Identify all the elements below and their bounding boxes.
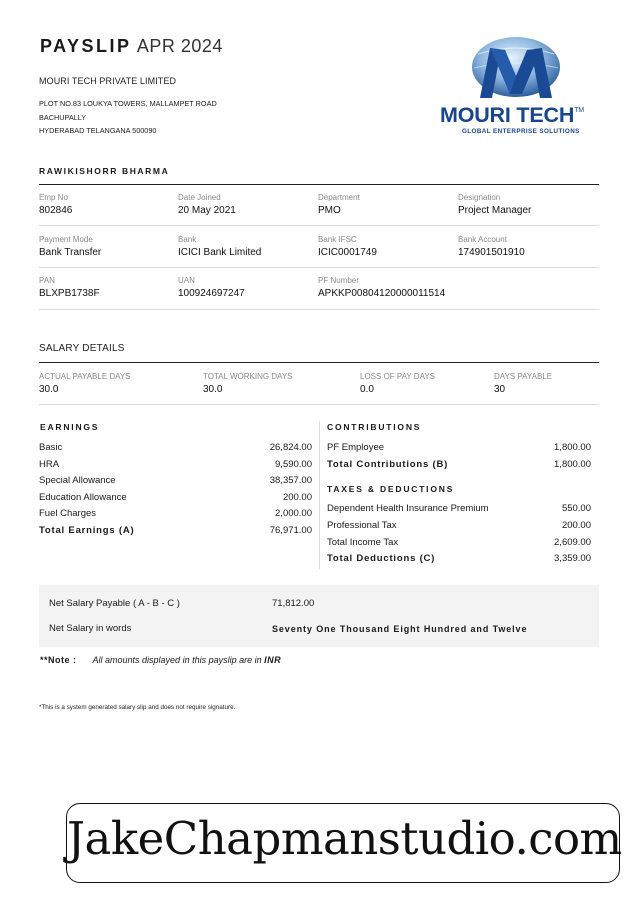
watermark-text: JakeChapmanstudio.com xyxy=(67,812,622,865)
footer-disclaimer: *This is a system generated salary slip and does not require signature. xyxy=(39,704,236,711)
actual-payable-days-label: ACTUAL PAYABLE DAYS xyxy=(39,372,131,381)
company-name: MOURI TECH PRIVATE LIMITED xyxy=(39,76,177,86)
days-payable-value: 30 xyxy=(494,384,506,395)
brand-tagline: GLOBAL ENTERPRISE SOLUTIONS xyxy=(462,128,580,135)
title-label: PAYSLIP xyxy=(40,36,132,56)
divider xyxy=(39,267,599,268)
date-joined-value: 20 May 2021 xyxy=(178,205,236,216)
note-text-prefix: All amounts displayed in this payslip are in xyxy=(92,655,265,665)
trademark: TM xyxy=(574,107,584,114)
note-label: **Note : xyxy=(40,655,77,665)
pan-label: PAN xyxy=(39,276,55,285)
note-currency: INR xyxy=(264,655,282,665)
divider xyxy=(39,184,599,185)
earning-amount: 38,357.00 xyxy=(269,475,312,486)
address-line: BACHUPALLY xyxy=(39,112,87,122)
uan-value: 100924697247 xyxy=(178,288,245,299)
salary-details-heading: SALARY DETAILS xyxy=(39,343,125,354)
total-working-days-value: 30.0 xyxy=(203,384,223,395)
contributions-heading: CONTRIBUTIONS xyxy=(327,422,422,432)
deduction-amount: 550.00 xyxy=(561,503,591,514)
net-salary-words-value: Seventy One Thousand Eight Hundred and Twelve xyxy=(272,624,528,634)
bank-account-value: 174901501910 xyxy=(458,247,525,258)
payment-mode-value: Bank Transfer xyxy=(39,247,102,258)
divider xyxy=(39,362,599,363)
net-salary-box xyxy=(39,585,599,647)
pf-number-label: PF Number xyxy=(318,276,359,285)
contribution-label: PF Employee xyxy=(327,442,385,453)
payslip-title xyxy=(40,36,223,57)
deduction-amount: 200.00 xyxy=(561,520,591,531)
earning-amount: 26,824.00 xyxy=(269,442,312,453)
net-salary-payable-label: Net Salary Payable ( A - B - C ) xyxy=(49,598,180,609)
divider xyxy=(39,225,599,226)
earning-label: HRA xyxy=(39,459,60,470)
bank-account-label: Bank Account xyxy=(458,235,507,244)
designation-label: Designation xyxy=(458,193,501,202)
bank-value: ICICI Bank Limited xyxy=(178,247,262,258)
total-contributions-label: Total Contributions (B) xyxy=(327,459,449,470)
days-payable-label: DAYS PAYABLE xyxy=(494,372,553,381)
total-earnings-amount: 76,971.00 xyxy=(269,525,312,536)
pf-number-value: APKKP00804120000011514 xyxy=(318,288,446,299)
total-working-days-label: TOTAL WORKING DAYS xyxy=(203,372,293,381)
loss-of-pay-days-value: 0.0 xyxy=(360,384,374,395)
address-line: PLOT NO.83 LOUKYA TOWERS, MALLAMPET ROAD xyxy=(39,99,217,108)
note-text xyxy=(93,655,282,665)
currency-note xyxy=(40,655,281,665)
emp-no-value: 802846 xyxy=(39,205,73,216)
total-earnings-label: Total Earnings (A) xyxy=(39,525,135,536)
contribution-amount: 1,800.00 xyxy=(554,442,591,453)
bank-ifsc-value: ICIC0001749 xyxy=(318,247,377,258)
company-address xyxy=(39,97,217,138)
earning-amount: 200.00 xyxy=(282,492,312,503)
earning-amount: 9,590.00 xyxy=(275,459,312,470)
designation-value: Project Manager xyxy=(458,205,532,216)
column-divider xyxy=(319,421,320,569)
deduction-label: Professional Tax xyxy=(327,520,397,531)
payment-mode-label: Payment Mode xyxy=(39,235,93,244)
deduction-label: Dependent Health Insurance Premium xyxy=(327,503,489,514)
total-deductions-label: Total Deductions (C) xyxy=(327,553,436,564)
bank-label: Bank xyxy=(178,235,197,244)
earning-label: Fuel Charges xyxy=(39,508,97,519)
total-contributions-amount: 1,800.00 xyxy=(554,459,591,470)
net-salary-words-label: Net Salary in words xyxy=(49,623,132,634)
address-line: HYDERABAD TELANGANA 500090 xyxy=(39,126,157,135)
globe-m-icon xyxy=(470,36,562,102)
date-joined-label: Date Joined xyxy=(178,193,221,202)
pan-value: BLXPB1738F xyxy=(39,288,100,299)
employee-name: RAWIKISHORR BHARMA xyxy=(39,166,170,176)
pay-period: APR 2024 xyxy=(136,36,223,56)
uan-label: UAN xyxy=(178,276,195,285)
company-logo xyxy=(440,36,602,138)
watermark-box xyxy=(66,803,620,883)
deductions-heading: TAXES & DEDUCTIONS xyxy=(327,484,455,494)
actual-payable-days-value: 30.0 xyxy=(39,384,59,395)
emp-no-label: Emp No xyxy=(39,193,68,202)
department-label: Department xyxy=(318,193,360,202)
divider xyxy=(39,404,599,405)
net-salary-payable-amount: 71,812.00 xyxy=(272,598,315,609)
deduction-amount: 2,609.00 xyxy=(554,537,591,548)
total-deductions-amount: 3,359.00 xyxy=(554,553,591,564)
earning-label: Special Allowance xyxy=(39,475,116,486)
divider xyxy=(39,309,599,310)
earnings-heading: EARNINGS xyxy=(40,422,100,432)
earning-amount: 2,000.00 xyxy=(275,508,312,519)
earning-label: Education Allowance xyxy=(39,492,127,503)
earning-label: Basic xyxy=(39,442,63,453)
department-value: PMO xyxy=(318,205,341,216)
brand-name xyxy=(440,103,584,128)
brand-text: MOURI TECH xyxy=(440,103,575,127)
bank-ifsc-label: Bank IFSC xyxy=(318,235,357,244)
loss-of-pay-days-label: LOSS OF PAY DAYS xyxy=(360,372,435,381)
deduction-label: Total Income Tax xyxy=(327,537,399,548)
